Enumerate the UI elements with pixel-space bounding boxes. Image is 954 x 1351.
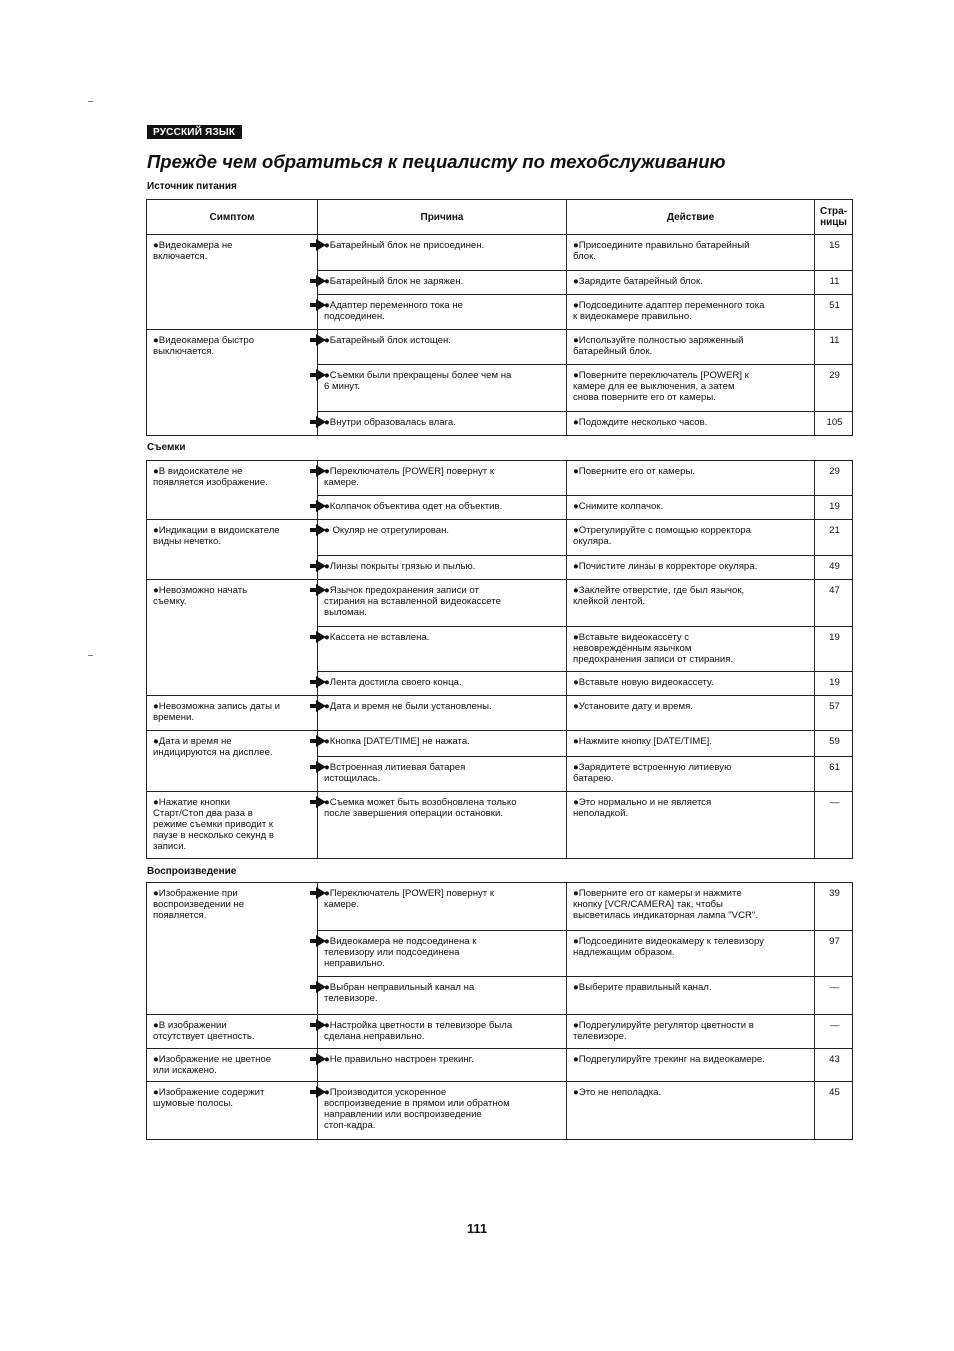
action-cell: ●Поверните его от камеры. [567, 461, 815, 496]
arrow-right-icon [316, 1019, 326, 1031]
action-cell: ●Отрегулируйте с помощью корректора окуляра. [567, 520, 815, 556]
action-cell: ●Заклейте отверстие, где был язычок, клейкой лентой. [567, 580, 815, 627]
margin-mark [88, 101, 93, 102]
action-cell: ●Это нормально и не является неполадкой. [567, 792, 815, 859]
action-cell: ●Присоедините правильно батарейный блок. [567, 235, 815, 271]
cause-cell [318, 496, 567, 520]
symptom-cell: ●В изображении отсутствует цветность. [147, 1015, 318, 1049]
cause-text: ●Линзы покрыты грязью и пылью. [324, 561, 476, 572]
cause-cell [318, 627, 567, 672]
action-cell: ●Снимите колпачок. [567, 496, 815, 520]
troubleshooting-table [146, 199, 853, 436]
action-cell: ●Выберите правильный канал. [567, 977, 815, 1015]
cause-cell [318, 792, 567, 859]
cause-text: ●Встроенная литиевая батарея истощилась. [324, 762, 466, 784]
arrow-right-icon [316, 334, 326, 346]
table-row [147, 580, 853, 627]
table-row [147, 520, 853, 556]
cause-text: ●Производится ускоренное воспроизведение в прямои или обратном направлении или воспроизведение стоп-кадра. [324, 1087, 510, 1131]
action-cell: ●Подсоедините адаптер переменного тока к видеокамере правильно. [567, 295, 815, 330]
column-header-action: Действие [567, 200, 815, 235]
action-cell: ●Поверните переключатель [POWER] к камере для ее выключения, а затем снова поверните его от камеры. [567, 365, 815, 412]
action-cell: ●Нажмите кнопку [DATE/TIME]. [567, 731, 815, 757]
action-cell: ●Подрегулируйте трекинг на видеокамере. [567, 1049, 815, 1082]
symptom-cell: ●В видоискателе не появляется изображение. [147, 461, 318, 520]
table-row [147, 235, 853, 271]
symptom-cell: ●Дата и время не индицируются на дисплее. [147, 731, 318, 792]
arrow-right-icon [316, 239, 326, 251]
page-ref-cell: 57 [815, 696, 853, 731]
cause-text: ●Кассета не вставлена. [324, 632, 430, 643]
action-cell: ●Вставьте новую видеокассету. [567, 672, 815, 696]
cause-cell [318, 977, 567, 1015]
table-row [147, 792, 853, 859]
cause-text: ●Не правильно настроен трекинг. [324, 1054, 474, 1065]
page-ref-cell: — [815, 1015, 853, 1049]
cause-text: ●Батарейный блок истощен. [324, 335, 451, 346]
cause-cell [318, 731, 567, 757]
arrow-right-icon [316, 935, 326, 947]
cause-text: ●Внутри образовалась влага. [324, 417, 456, 428]
cause-cell [318, 1015, 567, 1049]
arrow-right-icon [316, 275, 326, 287]
cause-text: ●Переключатель [POWER] повернут к камере. [324, 888, 495, 910]
symptom-cell: ●Изображение содержит шумовые полосы. [147, 1082, 318, 1140]
action-cell: ●Почистите линзы в корректоре окуляра. [567, 556, 815, 580]
page-ref-cell: 11 [815, 271, 853, 295]
action-cell: ●Зарядитете встроенную литиевую батарею. [567, 757, 815, 792]
cause-text: ●Батарейный блок не присоединен. [324, 240, 485, 251]
page-ref-cell: 49 [815, 556, 853, 580]
cause-cell [318, 883, 567, 931]
cause-cell [318, 696, 567, 731]
symptom-cell: ●Видеокамера не включается. [147, 235, 318, 330]
arrow-right-icon [316, 631, 326, 643]
cause-text: ●Настройка цветности в телевизоре была сделана неправильно. [324, 1020, 513, 1042]
cause-cell [318, 672, 567, 696]
arrow-right-icon [316, 500, 326, 512]
arrow-right-icon [316, 735, 326, 747]
arrow-right-icon [316, 584, 326, 596]
table-row [147, 461, 853, 496]
cause-cell [318, 580, 567, 627]
arrow-right-icon [316, 465, 326, 477]
cause-cell [318, 412, 567, 436]
table-row [147, 330, 853, 365]
symptom-cell: ●Невозможна запись даты и времени. [147, 696, 318, 731]
cause-cell [318, 556, 567, 580]
symptom-cell: ●Видеокамера быстро выключается. [147, 330, 318, 436]
page-ref-cell: 15 [815, 235, 853, 271]
arrow-right-icon [316, 796, 326, 808]
cause-text: ● Окуляр не отрегулирован. [324, 525, 450, 536]
table-row [147, 1082, 853, 1140]
arrow-right-icon [316, 761, 326, 773]
table-row [147, 883, 853, 931]
cause-cell [318, 1049, 567, 1082]
cause-text: ●Лента достигла своего конца. [324, 677, 462, 688]
column-header-page: Стра- ницы [815, 200, 853, 235]
arrow-right-icon [316, 887, 326, 899]
cause-cell [318, 931, 567, 977]
arrow-right-icon [316, 700, 326, 712]
arrow-right-icon [316, 1053, 326, 1065]
arrow-right-icon [316, 676, 326, 688]
section-title: Съемки [147, 442, 186, 453]
action-cell: ●Используйте полностью заряженный батарейный блок. [567, 330, 815, 365]
action-cell: ●Подрегулируйте регулятор цветности в телевизоре. [567, 1015, 815, 1049]
action-cell: ●Установите дату и время. [567, 696, 815, 731]
cause-text: ●Съемки были прекращены более чем на 6 минут. [324, 370, 512, 392]
cause-cell [318, 295, 567, 330]
cause-cell [318, 235, 567, 271]
page-ref-cell: 21 [815, 520, 853, 556]
arrow-right-icon [316, 560, 326, 572]
symptom-cell: ●Нажатие кнопки Старт/Стоп два раза в режиме съемки приводит к паузе в несколько секунд в записи. [147, 792, 318, 859]
symptom-cell: ●Индикации в видоискателе видны нечетко. [147, 520, 318, 580]
page-ref-cell: 29 [815, 461, 853, 496]
table-row [147, 731, 853, 757]
cause-text: ●Выбран неправильный канал на телевизоре. [324, 982, 475, 1004]
page-ref-cell: 39 [815, 883, 853, 931]
column-header-cause: Причина [318, 200, 567, 235]
cause-cell [318, 1082, 567, 1140]
page-ref-cell: 11 [815, 330, 853, 365]
symptom-cell: ●Изображение при воспроизведении не появляется. [147, 883, 318, 1015]
troubleshooting-table [146, 460, 853, 859]
action-cell: ●Это не неполадка. [567, 1082, 815, 1140]
cause-cell [318, 520, 567, 556]
margin-mark [88, 655, 93, 656]
page-ref-cell: 105 [815, 412, 853, 436]
table-row [147, 696, 853, 731]
arrow-right-icon [316, 1086, 326, 1098]
cause-cell [318, 461, 567, 496]
page-ref-cell: 45 [815, 1082, 853, 1140]
cause-cell [318, 271, 567, 295]
cause-text: ●Переключатель [POWER] повернут к камере. [324, 466, 495, 488]
action-cell: ●Поверните его от камеры и нажмите кнопку [VCR/CAMERA] так, чтобы высветилась индикаторная лампа "VCR". [567, 883, 815, 931]
symptom-cell: ●Изображение не цветное или искажено. [147, 1049, 318, 1082]
cause-text: ●Адаптер переменного тока не подсоединен. [324, 300, 463, 322]
action-cell: ●Подождите несколько часов. [567, 412, 815, 436]
section-title: Воспроизведение [147, 866, 237, 877]
troubleshooting-table [146, 882, 853, 1140]
table-row [147, 1049, 853, 1082]
page-number: 111 [466, 1221, 488, 1236]
page-title: Прежде чем обратиться к пециалисту по техобслуживанию [147, 151, 726, 172]
table-row [147, 1015, 853, 1049]
cause-text: ●Дата и время не были установлены. [324, 701, 492, 712]
language-badge: РУССКИЙ ЯЗЫК [147, 125, 242, 139]
page-ref-cell: 47 [815, 580, 853, 627]
arrow-right-icon [316, 369, 326, 381]
arrow-right-icon [316, 524, 326, 536]
page-ref-cell: 51 [815, 295, 853, 330]
cause-cell [318, 365, 567, 412]
cause-text: ●Язычок предохранения записи от стирания на вставленной видеокассете выломан. [324, 585, 501, 618]
cause-text: ●Батарейный блок не заряжен. [324, 276, 464, 287]
page-ref-cell: 19 [815, 627, 853, 672]
cause-text: ●Кнопка [DATE/TIME] не нажата. [324, 736, 470, 747]
page-ref-cell: 59 [815, 731, 853, 757]
section-title: Источник питания [147, 181, 237, 192]
cause-text: ●Колпачок объектива одет на объектив. [324, 501, 503, 512]
cause-text: ●Видеокамера не подсоединена к телевизору или подсоединена неправильно. [324, 936, 477, 969]
arrow-right-icon [316, 299, 326, 311]
page-ref-cell: 61 [815, 757, 853, 792]
page-ref-cell: 19 [815, 672, 853, 696]
page-ref-cell: — [815, 792, 853, 859]
action-cell: ●Подсоедините видеокамеру к телевизору надлежащим образом. [567, 931, 815, 977]
page-ref-cell: — [815, 977, 853, 1015]
page-ref-cell: 29 [815, 365, 853, 412]
page-ref-cell: 43 [815, 1049, 853, 1082]
cause-text: ●Съемка может быть возобновлена только после завершения операции остановки. [324, 797, 517, 819]
arrow-right-icon [316, 981, 326, 993]
arrow-right-icon [316, 416, 326, 428]
symptom-cell: ●Невозможно начать съемку. [147, 580, 318, 696]
cause-cell [318, 330, 567, 365]
action-cell: ●Зарядите батарейный блок. [567, 271, 815, 295]
page-ref-cell: 19 [815, 496, 853, 520]
action-cell: ●Вставьте видеокассету с невовреждённым язычком предохранения записи от стирания. [567, 627, 815, 672]
cause-cell [318, 757, 567, 792]
column-header-symptom: Симптом [147, 200, 318, 235]
page-ref-cell: 97 [815, 931, 853, 977]
